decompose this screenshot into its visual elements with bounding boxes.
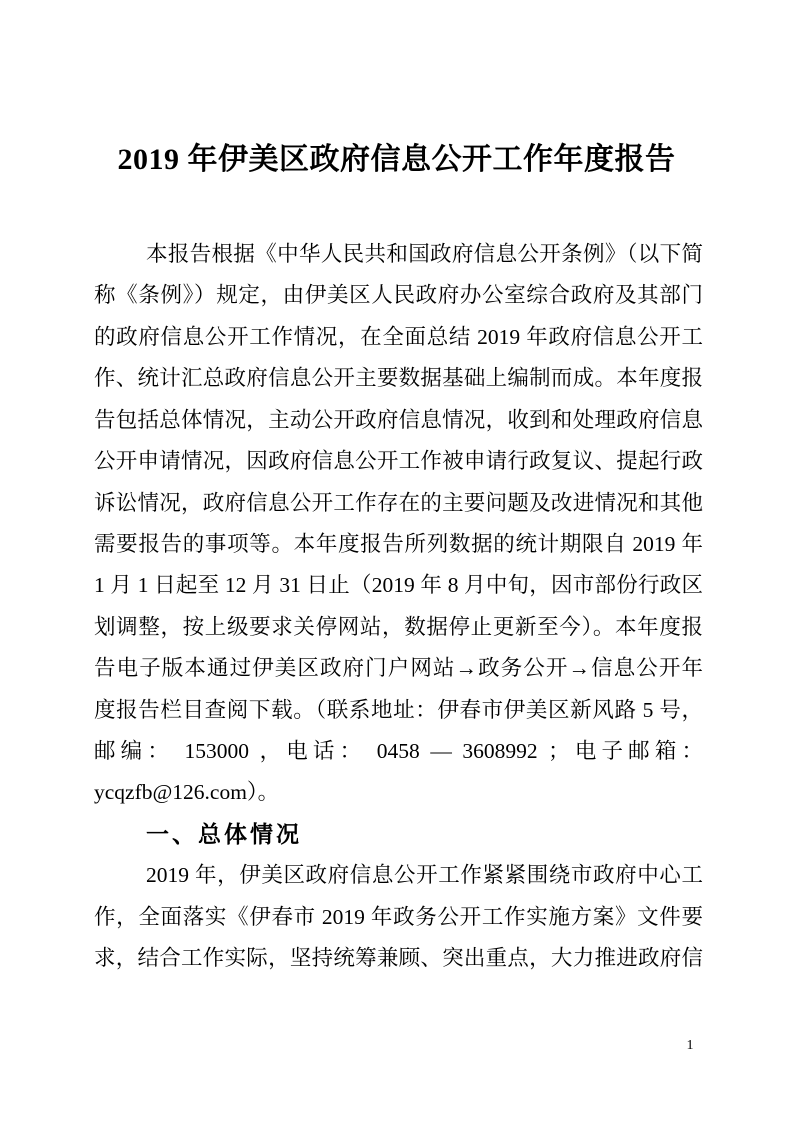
text-line: 邮编： 153000 ，电话： 0458 — 3608992 ；电子邮箱： — [94, 739, 703, 764]
text-line: 划调整，按上级要求关停网站，数据停止更新至今）。本年度报 — [94, 614, 703, 639]
text-line: 需要报告的事项等。本年度报告所列数据的统计期限自 2019 年 — [94, 531, 703, 556]
text-line: 公开申请情况，因政府信息公开工作被申请行政复议、提起行政 — [94, 449, 703, 474]
text-line: 2019 年，伊美区政府信息公开工作紧紧围绕市政府中心工 — [146, 863, 703, 888]
text-line: 求，结合工作实际，坚持统筹兼顾、突出重点，大力推进政府信 — [94, 946, 703, 971]
text-line: 诉讼情况，政府信息公开工作存在的主要问题及改进情况和其他 — [94, 490, 703, 515]
text-line: 1 月 1 日起至 12 月 31 日止（2019 年 8 月中旬，因市部份行政区 — [94, 573, 703, 598]
text-line: 度报告栏目查阅下载。（联系地址：伊春市伊美区新风路 5 号， — [94, 697, 703, 722]
text-line: 本报告根据《中华人民共和国政府信息公开条例》（以下简 — [146, 242, 703, 266]
document-title: 2019 年伊美区政府信息公开工作年度报告 — [117, 143, 676, 176]
section-heading: 一、总体情况 — [146, 820, 302, 847]
page-number: 1 — [686, 1038, 694, 1053]
text-line: 告包括总体情况，主动公开政府信息情况，收到和处理政府信息 — [94, 407, 703, 432]
text-line: 的政府信息公开工作情况，在全面总结 2019 年政府信息公开工 — [94, 324, 703, 349]
text-line: 称《条例》）规定，由伊美区人民政府办公室综合政府及其部门 — [94, 283, 703, 308]
text-line: 作，全面落实《伊春市 2019 年政务公开工作实施方案》文件要 — [94, 904, 703, 929]
text-line: 告电子版本通过伊美区政府门户网站→政务公开→信息公开年 — [94, 656, 703, 681]
text-line: ycqzfb@126.com）。 — [94, 780, 280, 805]
document-body — [94, 234, 703, 980]
text-line: 作、统计汇总政府信息公开主要数据基础上编制而成。本年度报 — [94, 366, 703, 391]
